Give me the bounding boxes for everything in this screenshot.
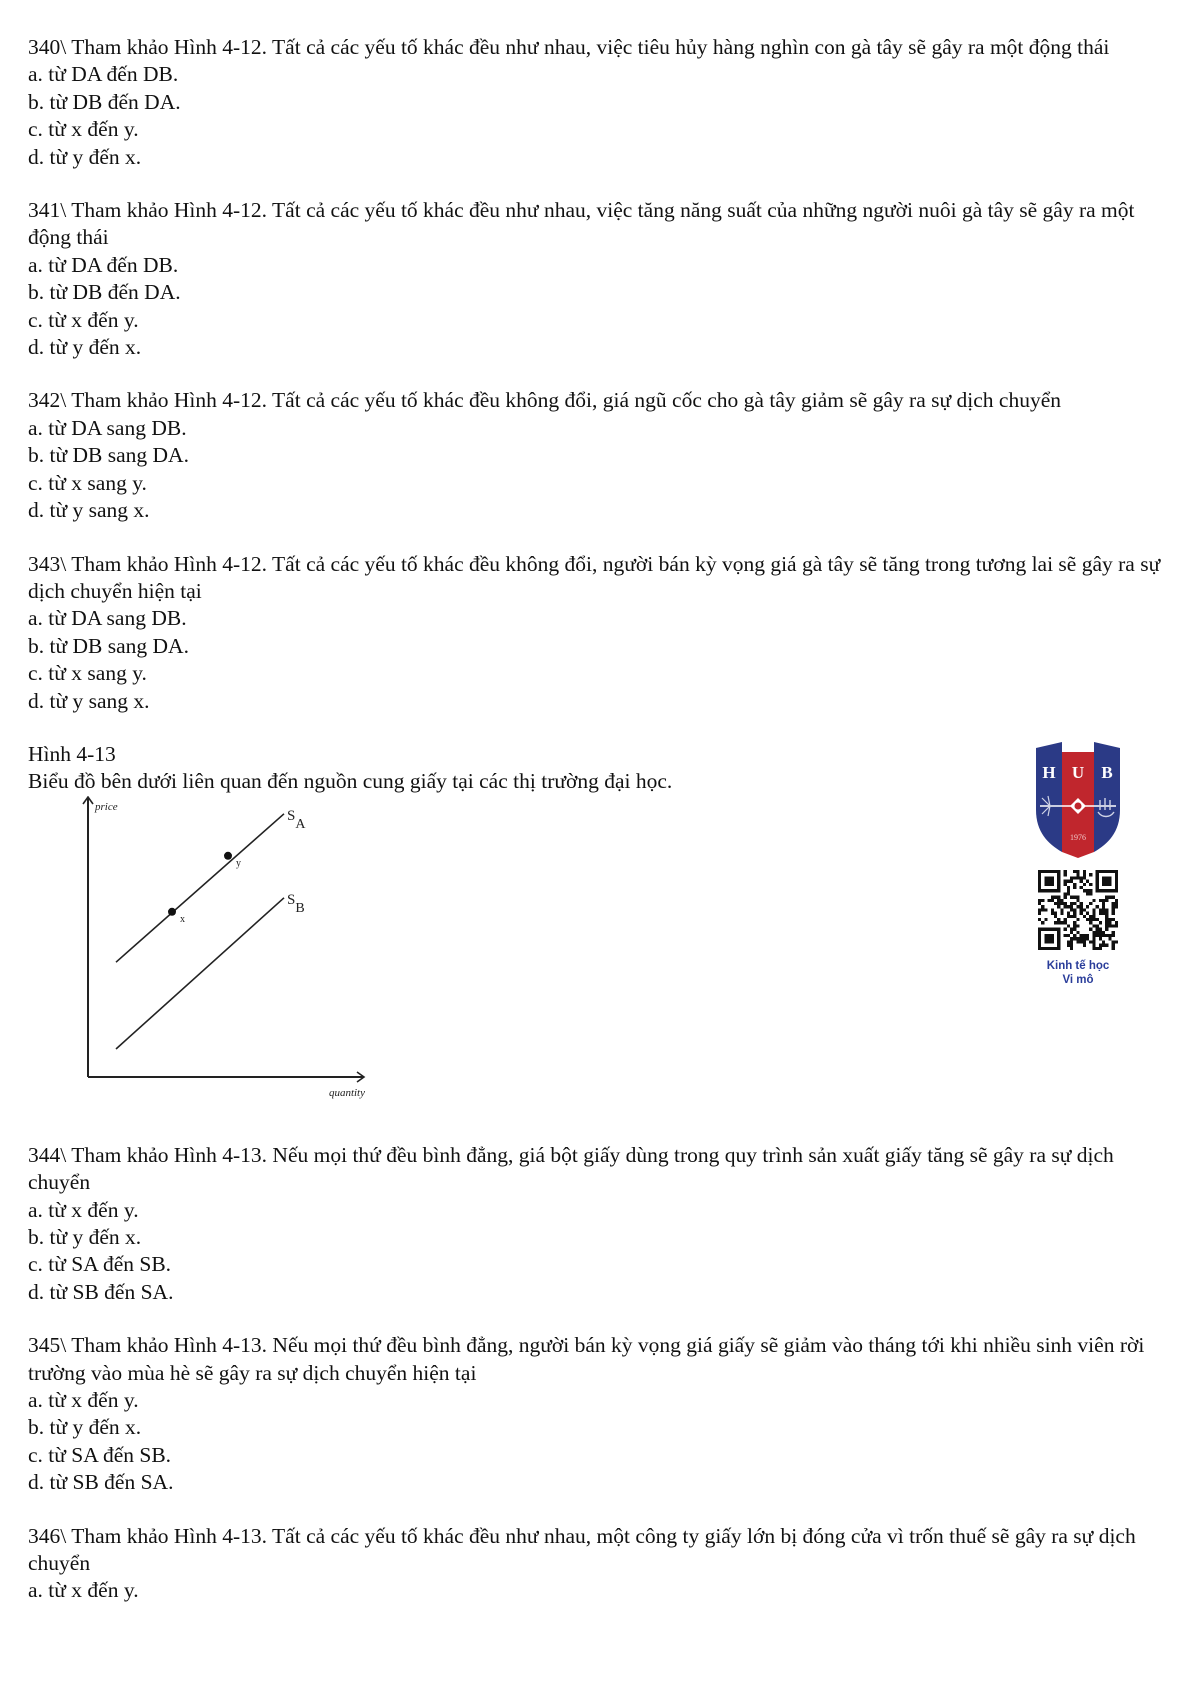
point-y — [224, 852, 232, 860]
option-c[interactable]: c. từ x đến y. — [28, 307, 139, 332]
option-d[interactable]: d. từ SB đến SA. — [28, 1470, 174, 1495]
logo-letter-b: B — [1101, 763, 1113, 782]
option-b[interactable]: b. từ DB đến DA. — [28, 89, 181, 114]
supply-curve-sa — [116, 814, 284, 962]
logo-letter-h: H — [1042, 763, 1056, 782]
supply-graph-svg — [68, 796, 388, 1116]
supply-curve-label-sb: SB — [287, 891, 305, 916]
supply-curve-sb — [116, 898, 284, 1049]
option-d[interactable]: d. từ y đến x. — [28, 144, 142, 169]
points-layer — [168, 852, 241, 925]
qr-caption — [1033, 959, 1123, 987]
logo-letter-u: U — [1071, 763, 1085, 782]
option-a[interactable]: a. từ x đến y. — [28, 1578, 139, 1603]
option-d[interactable]: d. từ SB đến SA. — [28, 1279, 174, 1304]
question-346 — [28, 1523, 1168, 1605]
hub-shield-icon — [1028, 740, 1128, 860]
qr-code-icon[interactable] — [1038, 870, 1118, 950]
option-b[interactable]: b. từ DB đến DA. — [28, 280, 181, 305]
question-341 — [28, 197, 1168, 361]
question-stem: 346\ Tham khảo Hình 4-13. Tất cả các yếu tố khác đều như nhau, một công ty giấy lớn bị đóng cửa vì trốn thuế sẽ gây ra sự dịch chuyển — [28, 1523, 1136, 1576]
option-b[interactable]: b. từ DB sang DA. — [28, 633, 189, 658]
option-b[interactable]: b. từ y đến x. — [28, 1224, 142, 1249]
question-343 — [28, 551, 1168, 715]
x-axis-label: quantity — [328, 1086, 365, 1099]
option-c[interactable]: c. từ SA đến SB. — [28, 1442, 172, 1467]
option-a[interactable]: a. từ DA sang DB. — [28, 606, 187, 631]
question-345 — [28, 1332, 1168, 1496]
document-page — [28, 34, 1168, 1631]
option-c[interactable]: c. từ x sang y. — [28, 661, 147, 686]
option-d[interactable]: d. từ y sang x. — [28, 688, 150, 713]
option-a[interactable]: a. từ x đến y. — [28, 1388, 139, 1412]
hub-logo — [1028, 740, 1128, 865]
figure-caption: Biểu đồ bên dưới liên quan đến nguồn cung giấy tại các thị trường đại học. — [28, 769, 673, 794]
figure-title: Hình 4-13 — [28, 741, 116, 766]
option-d[interactable]: d. từ y sang x. — [28, 498, 150, 523]
qr-caption-line1: Kinh tế học — [1046, 960, 1110, 972]
point-label-y: y — [236, 857, 241, 869]
qr-caption-line2: Vi mô — [1062, 974, 1094, 986]
option-b[interactable]: b. từ DB sang DA. — [28, 443, 189, 468]
qr-code-block — [1033, 870, 1123, 987]
question-stem: 344\ Tham khảo Hình 4-13. Nếu mọi thứ đều bình đẳng, giá bột giấy dùng trong quy trình sản xuất giấy tăng sẽ gây ra sự dịch chuyển — [28, 1142, 1114, 1195]
question-342 — [28, 387, 1168, 524]
option-a[interactable]: a. từ DA đến DB. — [28, 252, 179, 277]
option-d[interactable]: d. từ y đến x. — [28, 335, 142, 360]
figure-4-13 — [28, 741, 1168, 1116]
question-stem: 341\ Tham khảo Hình 4-12. Tất cả các yếu tố khác đều như nhau, việc tăng năng suất của những người nuôi gà tây sẽ gây ra một động thái — [28, 198, 1135, 250]
question-344 — [28, 1142, 1168, 1306]
questions-before-figure — [28, 34, 1168, 715]
question-stem: 340\ Tham khảo Hình 4-12. Tất cả các yếu tố khác đều như nhau, việc tiêu hủy hàng nghìn con gà tây sẽ gây ra một động thái — [28, 35, 1110, 59]
option-c[interactable]: c. từ SA đến SB. — [28, 1252, 172, 1277]
option-b[interactable]: b. từ y đến x. — [28, 1415, 142, 1440]
question-340 — [28, 34, 1168, 171]
y-axis-label: price — [95, 800, 118, 813]
option-a[interactable]: a. từ DA đến DB. — [28, 62, 179, 87]
question-stem: 342\ Tham khảo Hình 4-12. Tất cả các yếu tố khác đều không đổi, giá ngũ cốc cho gà tây giảm sẽ gây ra sự dịch chuyển — [28, 388, 1061, 413]
question-stem: 345\ Tham khảo Hình 4-13. Nếu mọi thứ đều bình đẳng, người bán kỳ vọng giá giấy sẽ giảm vào tháng tới khi nhiều sinh viên rời trường vào mùa hè sẽ gây ra sự dịch chuyển hiện tại — [28, 1333, 1145, 1385]
supply-curve-label-sa: SA — [287, 807, 306, 832]
option-a[interactable]: a. từ x đến y. — [28, 1197, 139, 1222]
option-a[interactable]: a. từ DA sang DB. — [28, 415, 187, 440]
option-c[interactable]: c. từ x đến y. — [28, 117, 139, 142]
point-x — [168, 908, 176, 916]
logo-year: 1976 — [1070, 833, 1086, 842]
supply-graph — [68, 796, 388, 1116]
questions-after-figure — [28, 1142, 1168, 1605]
option-c[interactable]: c. từ x sang y. — [28, 470, 147, 495]
series-layer — [116, 808, 306, 1049]
point-label-x: x — [180, 913, 185, 925]
question-stem: 343\ Tham khảo Hình 4-12. Tất cả các yếu tố khác đều không đổi, người bán kỳ vọng giá gà tây sẽ tăng trong tương lai sẽ gây ra sự dịch chuyển hiện tại — [28, 551, 1161, 603]
